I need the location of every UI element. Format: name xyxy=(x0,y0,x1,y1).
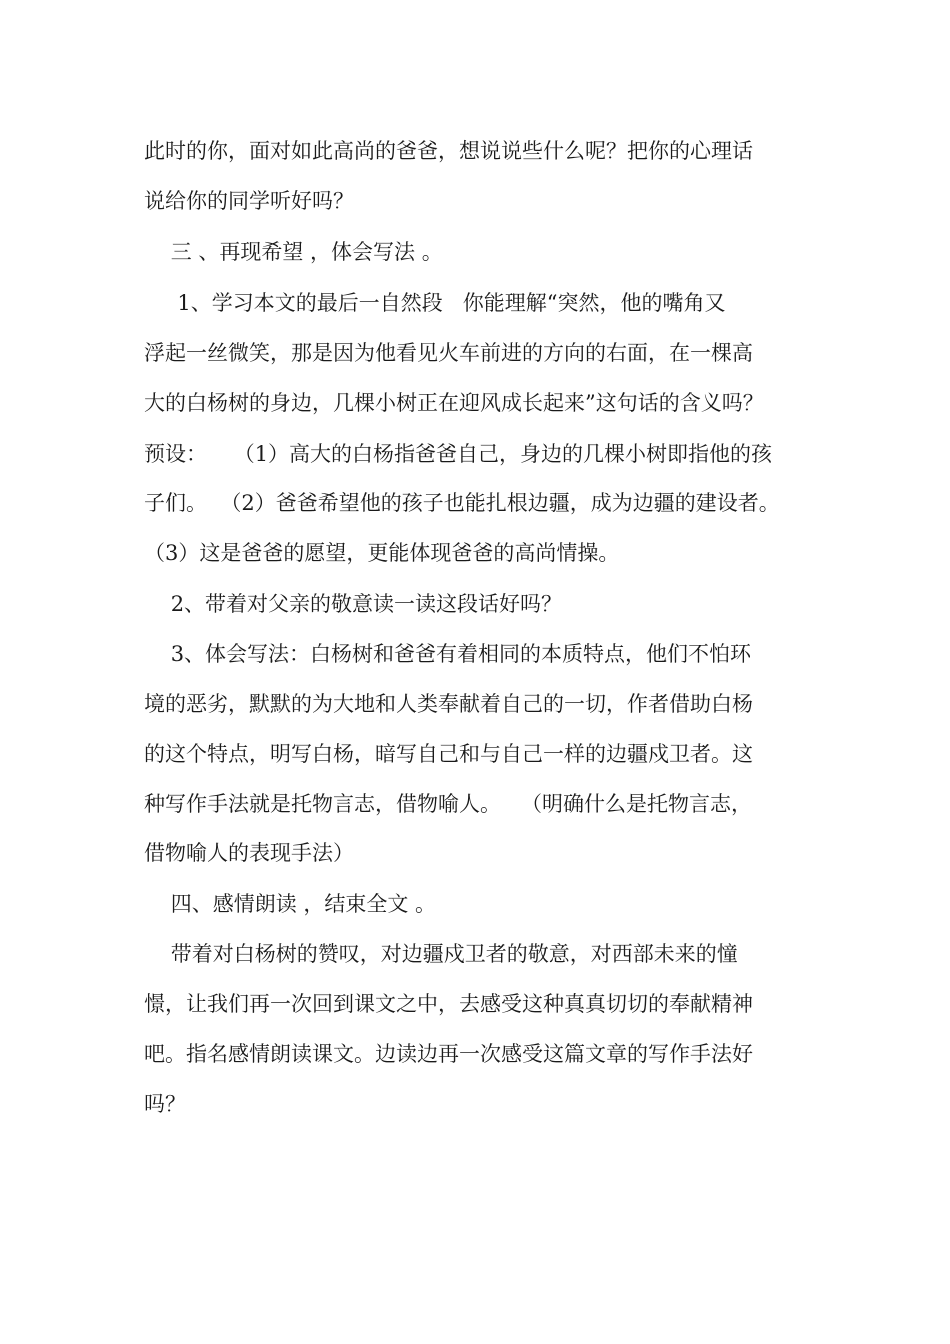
text-line: 憬，让我们再一次回到课文之中，去感受这种真真切切的奉献精神 xyxy=(144,992,753,1016)
section-heading: 四、感情朗读 ，结束全文 。 xyxy=(144,892,437,916)
text-line: 3、体会写法：白杨树和爸爸有着相同的本质特点，他们不怕环 xyxy=(144,642,752,666)
text-line: 带着对白杨树的赞叹，对边疆戍卫者的敬意，对西部未来的憧 xyxy=(144,942,738,966)
text-line: 的这个特点，明写白杨，暗写自己和与自己一样的边疆戍卫者。这 xyxy=(144,742,753,766)
lesson-text xyxy=(144,0,834,1116)
text-line: 1、学习本文的最后一自然段 你能理解“突然，他的嘴角又 xyxy=(144,291,726,315)
text-line: 子们。 （2）爸爸希望他的孩子也能扎根边疆，成为边疆的建设者。 xyxy=(144,491,780,515)
text-line: 此时的你，面对如此高尚的爸爸，想说说些什么呢？把你的心理话 xyxy=(144,139,753,163)
text-line: 吗？ xyxy=(144,1092,186,1116)
text-line: 大的白杨树的身边，几棵小树正在迎风成长起来”这句话的含义吗？ xyxy=(144,391,764,415)
text-line: 吧。指名感情朗读课文。边读边再一次感受这篇文章的写作手法好 xyxy=(144,1042,753,1066)
text-line: 借物喻人的表现手法） xyxy=(144,841,354,865)
text-line: 说给你的同学听好吗？ xyxy=(144,189,354,213)
text-line: （3）这是爸爸的愿望，更能体现爸爸的高尚情操。 xyxy=(144,541,620,565)
text-line: 境的恶劣，默默的为大地和人类奉献着自己的一切，作者借助白杨 xyxy=(144,692,753,716)
text-line: 种写作手法就是托物言志，借物喻人。 （明确什么是托物言志， xyxy=(144,792,753,816)
text-line: 2、带着对父亲的敬意读一读这段话好吗？ xyxy=(144,592,563,616)
text-line: 预设： （1）高大的白杨指爸爸自己，身边的几棵小树即指他的孩 xyxy=(144,442,773,466)
section-heading: 三 、再现希望 ，体会写法 。 xyxy=(144,240,443,264)
text-line: 浮起一丝微笑，那是因为他看见火车前进的方向的右面，在一棵高 xyxy=(144,341,753,365)
